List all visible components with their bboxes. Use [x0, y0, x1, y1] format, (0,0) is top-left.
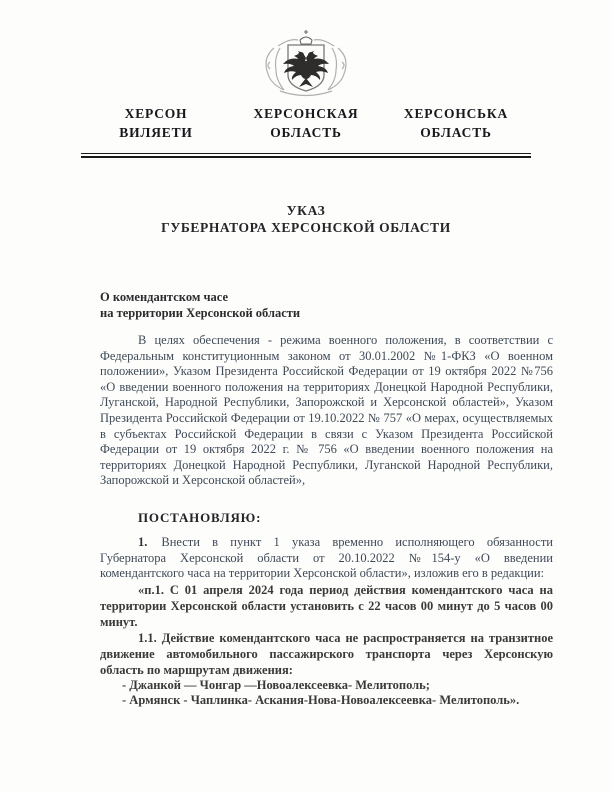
- letterhead: [0, 28, 612, 98]
- decree-title-line2: ГУБЕРНАТОРА ХЕРСОНСКОЙ ОБЛАСТИ: [161, 220, 451, 235]
- region-name-line: ХЕРСОНСЬКА: [403, 106, 509, 121]
- region-name-russian: [231, 104, 381, 142]
- coat-of-arms-icon: [254, 28, 358, 98]
- decree-subject: [100, 289, 553, 321]
- decree-title-line1: УКАЗ: [286, 203, 326, 218]
- letterhead-divider: [81, 153, 531, 158]
- decree-subject-line1: О комендантском часе: [100, 290, 229, 304]
- item-1-text: Внести в пункт 1 указа временно исполняющего обязанности Губернатора Херсонской области от 20.10.2022 №154-у «О введении комендантского часа на территории Херсонской области», изложив его в редакции:: [100, 534, 553, 581]
- preamble-paragraph: В целях обеспечения - режима военного положения, в соответствии с Федеральным конституционным законом от 30.01.2002 №1-ФКЗ «О военном положении», Указом Президента Российской Федерации от 19 октября 2022 №756 «О введении военного положения на территориях Донецкой Народной Республики, Луганской, Народной Республики, Запорожской и Херсонской областей», Указом Президента Российской Федерации от 19.10.2022 № 757 «О мерах, осуществляемых в субъектах Российской Федерации в связи с Указом Президента Российской Федерации от 19 октября 2022 г. № 756 «О введении военного положения на территориях Донецкой Народной Республики, Луганской Народной Республики, Запорожской и Херсонской областей»,: [100, 333, 553, 488]
- region-names: [81, 104, 531, 142]
- decree-body: [100, 289, 553, 709]
- region-name-line: ХЕРСОНСКАЯ: [253, 106, 359, 121]
- region-name-line: ОБЛАСТЬ: [270, 125, 342, 140]
- region-name-line: ХЕРСОН: [124, 106, 188, 121]
- region-name-line: ОБЛАСТЬ: [420, 125, 492, 140]
- resolution-heading: ПОСТАНОВЛЯЮ:: [138, 509, 262, 525]
- region-name-tatar: [81, 104, 231, 142]
- amendment-point-1: «п.1. С 01 апреля 2024 года период действия комендантского часа на территории Херсонской области установить с 22 часов 00 минут до 5 часов 00 минут.: [100, 582, 553, 629]
- item-1-paragraph: [100, 535, 553, 582]
- region-name-ukrainian: [381, 104, 531, 142]
- item-1-number: 1.: [138, 534, 148, 549]
- amendment-point-1-1: 1.1. Действие комендантского часа не распространяется на транзитное движение автомобильного пассажирского транспорта через Херсонскую область по маршрутам движения:: [100, 630, 553, 677]
- route-line-2: - Армянск - Чаплинка- Аскания-Нова-Новоалексеевка- Мелитополь».: [122, 693, 520, 708]
- route-line-1: - Джанкой — Чонгар —Новоалексеевка- Мелитополь;: [122, 677, 430, 692]
- region-name-line: ВИЛЯЕТИ: [119, 125, 193, 140]
- decree-subject-line2: на территории Херсонской области: [100, 306, 301, 320]
- decree-title: [0, 202, 612, 236]
- amendment-section: [100, 582, 553, 709]
